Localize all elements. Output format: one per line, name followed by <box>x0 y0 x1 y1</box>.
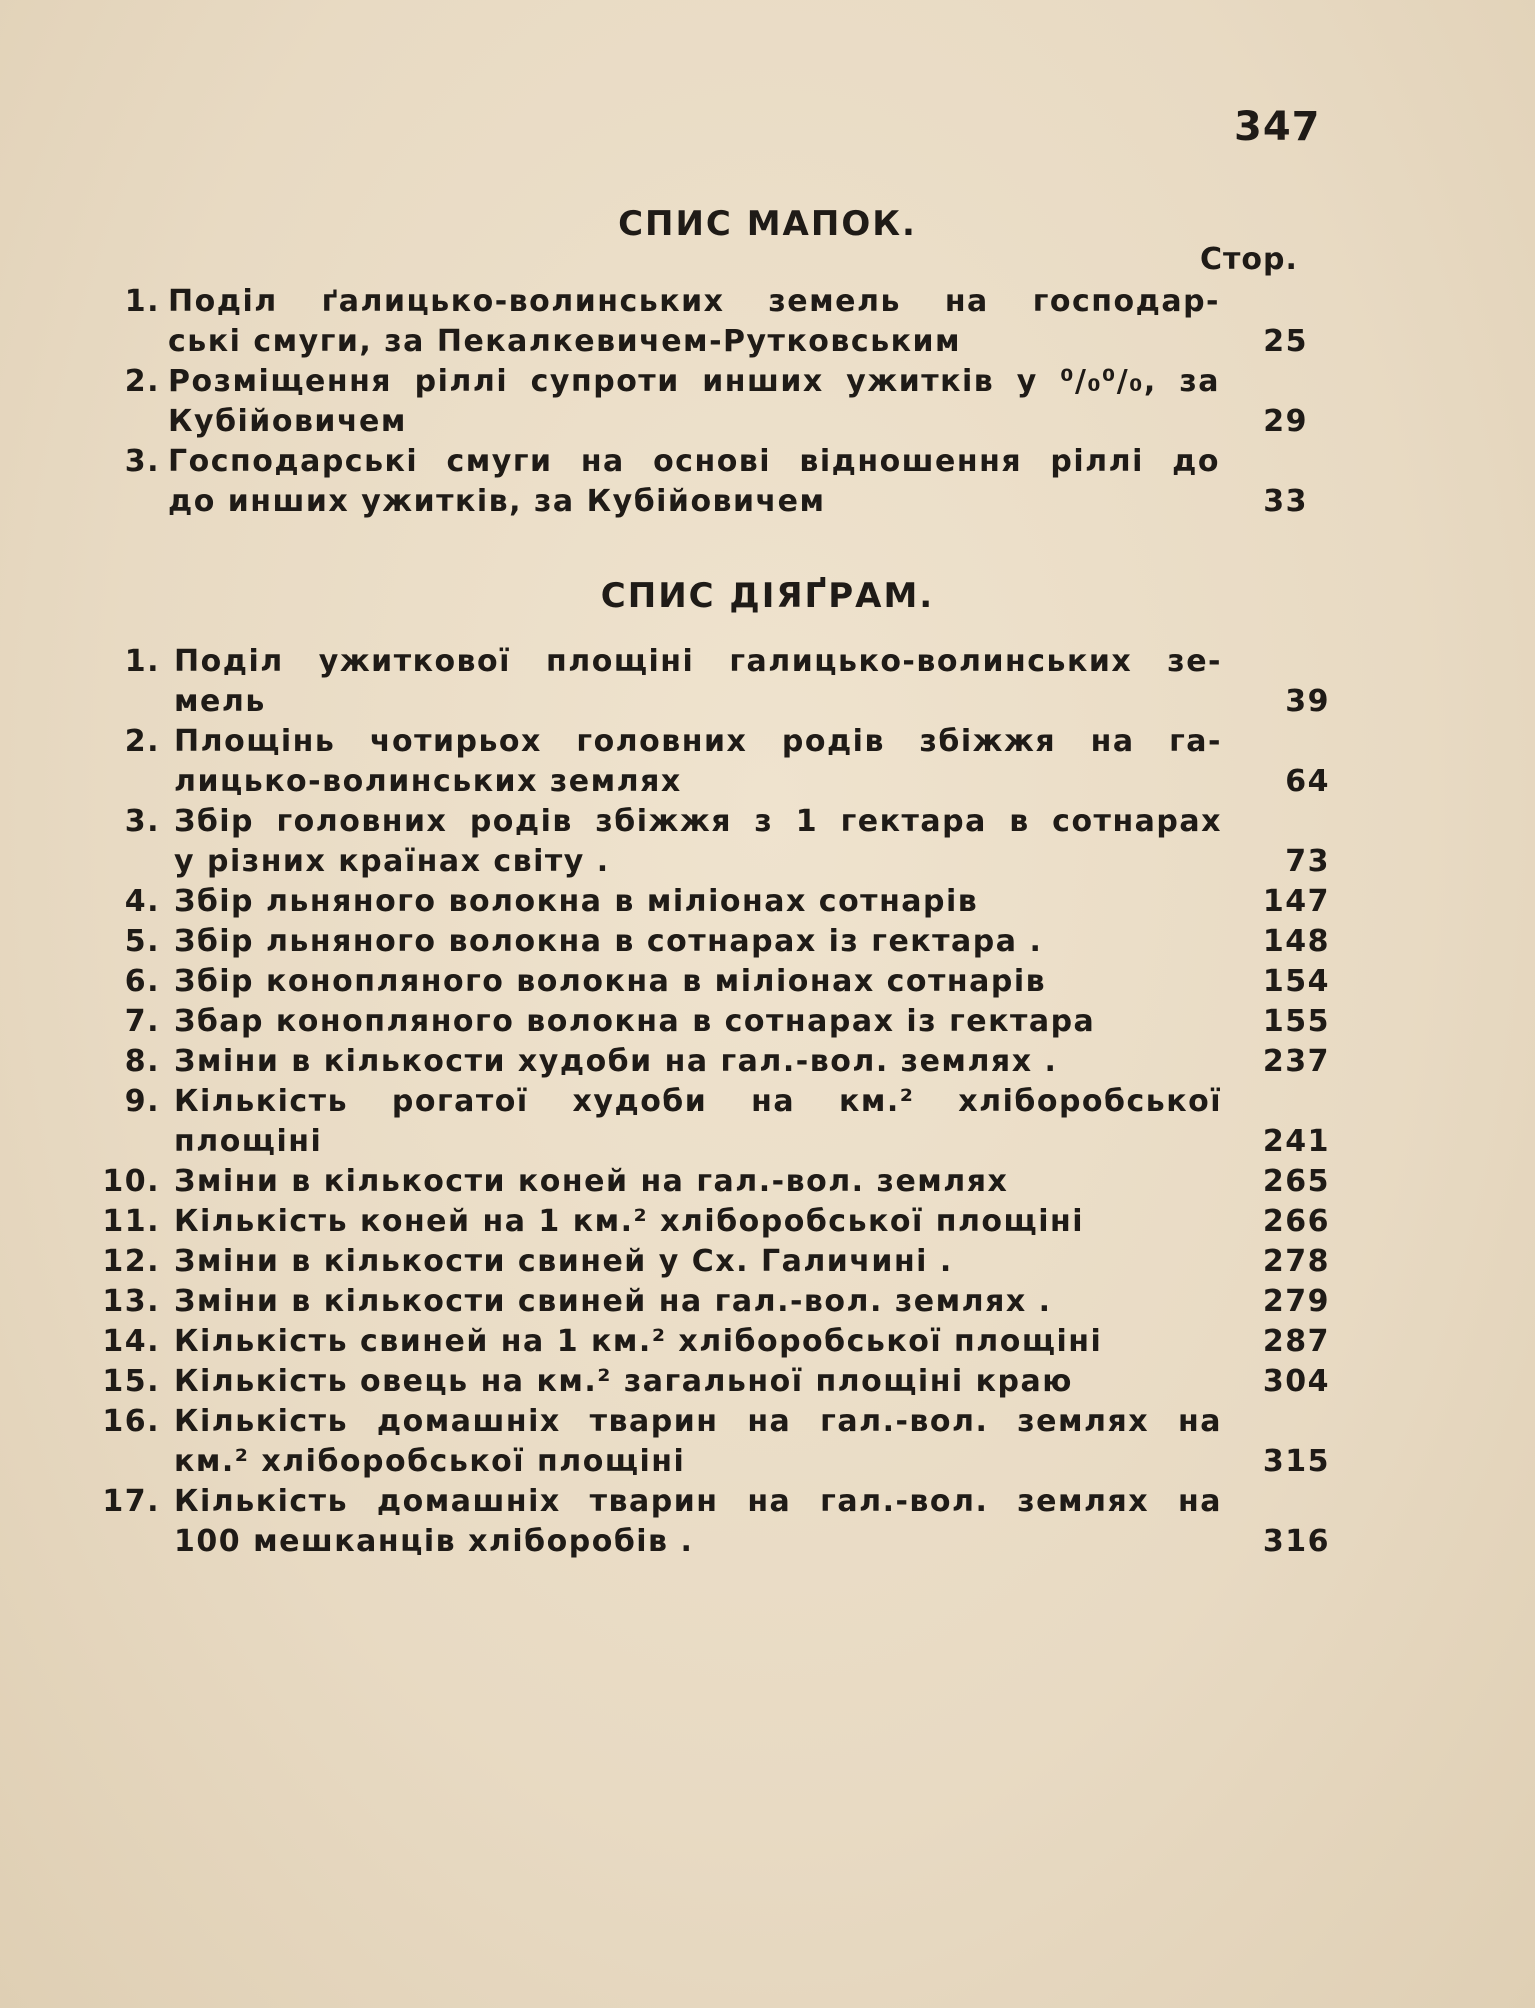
diagrams-entry-title-line: у різних країнах світу . <box>174 844 610 879</box>
maps-entry-number: 2. <box>124 364 160 399</box>
diagrams-entry-page: 64 <box>1285 764 1330 799</box>
diagrams-entry-number: 14. <box>102 1324 160 1359</box>
diagrams-heading: СПИС ДІЯҐРАМ. <box>600 576 935 616</box>
diagrams-entry-number: 13. <box>102 1284 160 1319</box>
diagrams-entry-title-line: Зміни в кількости коней на гал.-вол. землях <box>174 1164 1009 1199</box>
diagrams-entry-title-line: Збір конопляного волокна в міліонах сотнарів <box>174 964 1047 999</box>
diagrams-entry-title-line: мель <box>174 684 266 719</box>
diagrams-entry-title-line: Кількість домашніх тварин на гал.-вол. землях на <box>174 1404 1222 1439</box>
diagrams-entry-page: 279 <box>1262 1284 1330 1319</box>
maps-entry-number: 1. <box>124 284 160 319</box>
maps-entry-page: 25 <box>1263 324 1308 359</box>
maps-heading: СПИС МАПОК. <box>618 204 917 244</box>
diagrams-entry-page: 148 <box>1262 924 1330 959</box>
diagrams-entry-title-line: площіні <box>174 1124 323 1159</box>
diagrams-entry-title-line: Кількість овець на км.² загальної площіні краю <box>174 1364 1073 1399</box>
diagrams-entry-number: 17. <box>102 1484 160 1519</box>
diagrams-entry-page: 155 <box>1262 1004 1330 1039</box>
diagrams-entry-page: 315 <box>1262 1444 1330 1479</box>
diagrams-entry-title-line: Кількість домашніх тварин на гал.-вол. землях на <box>174 1484 1222 1519</box>
diagrams-entry-page: 278 <box>1262 1244 1330 1279</box>
diagrams-entry-page: 265 <box>1262 1164 1330 1199</box>
maps-entry-page: 29 <box>1263 404 1308 439</box>
diagrams-entry-title-line: км.² хліборобської площіні <box>174 1444 686 1479</box>
diagrams-entry-number: 5. <box>124 924 160 959</box>
diagrams-entry-title-line: Збір льняного волокна в міліонах сотнарів <box>174 884 979 919</box>
diagrams-entry-title-line: Площінь чотирьох головних родів збіжжя на га- <box>174 724 1222 759</box>
diagrams-entry-number: 4. <box>124 884 160 919</box>
diagrams-entry-number: 7. <box>124 1004 160 1039</box>
diagrams-entry-title-line: 100 мешканців хліборобів . <box>174 1524 694 1559</box>
page-column-header: Стор. <box>1200 242 1298 277</box>
diagrams-entry-title-line: Кількість свиней на 1 км.² хліборобської площіні <box>174 1324 1103 1359</box>
diagrams-entry-number: 16. <box>102 1404 160 1439</box>
diagrams-entry-number: 2. <box>124 724 160 759</box>
diagrams-entry-number: 12. <box>102 1244 160 1279</box>
diagrams-entry-page: 266 <box>1262 1204 1330 1239</box>
diagrams-entry-page: 39 <box>1285 684 1330 719</box>
diagrams-entry-title-line: Поділ ужиткової площіні галицько-волинських зе- <box>174 644 1222 679</box>
diagrams-entry-title-line: Збір льняного волокна в сотнарах із гектара . <box>174 924 1043 959</box>
diagrams-entry-page: 237 <box>1262 1044 1330 1079</box>
diagrams-entry-title-line: Кількість рогатої худоби на км.² хліборобської <box>174 1084 1222 1119</box>
diagrams-entry-page: 287 <box>1262 1324 1330 1359</box>
diagrams-entry-number: 6. <box>124 964 160 999</box>
diagrams-entry-page: 304 <box>1262 1364 1330 1399</box>
maps-entry-title-line: Кубійовичем <box>168 404 407 439</box>
diagrams-entry-title-line: Кількість коней на 1 км.² хліборобської площіні <box>174 1204 1085 1239</box>
diagrams-entry-number: 3. <box>124 804 160 839</box>
diagrams-entry-number: 15. <box>102 1364 160 1399</box>
diagrams-entry-number: 9. <box>124 1084 160 1119</box>
page-number: 347 <box>1234 104 1321 150</box>
maps-entry-title-line: Поділ ґалицько-волинських земель на господар- <box>168 284 1220 319</box>
diagrams-entry-page: 316 <box>1262 1524 1330 1559</box>
maps-entry-page: 33 <box>1263 484 1308 519</box>
diagrams-entry-title-line: лицько-волинських землях <box>174 764 682 799</box>
diagrams-entry-page: 73 <box>1285 844 1330 879</box>
diagrams-entry-page: 147 <box>1262 884 1330 919</box>
diagrams-entry-number: 10. <box>102 1164 160 1199</box>
maps-entry-title-line: до инших ужитків, за Кубійовичем <box>168 484 826 519</box>
diagrams-entry-number: 8. <box>124 1044 160 1079</box>
diagrams-entry-title-line: Збар конопляного волокна в сотнарах із гектара <box>174 1004 1096 1039</box>
diagrams-entry-page: 154 <box>1262 964 1330 999</box>
diagrams-entry-title-line: Збір головних родів збіжжя з 1 гектара в сотнарах <box>174 804 1222 839</box>
diagrams-entry-title-line: Зміни в кількости свиней на гал.-вол. землях . <box>174 1284 1052 1319</box>
diagrams-entry-number: 1. <box>124 644 160 679</box>
maps-entry-title-line: Розміщення ріллі супроти инших ужитків у ⁰/₀⁰/₀, за <box>168 364 1220 399</box>
diagrams-entry-page: 241 <box>1262 1124 1330 1159</box>
diagrams-entry-number: 11. <box>102 1204 160 1239</box>
diagrams-entry-title-line: Зміни в кількости худоби на гал.-вол. землях . <box>174 1044 1058 1079</box>
maps-entry-title-line: Господарські смуги на основі відношення ріллі до <box>168 444 1220 479</box>
maps-entry-number: 3. <box>124 444 160 479</box>
diagrams-entry-title-line: Зміни в кількости свиней у Сх. Галичині . <box>174 1244 953 1279</box>
maps-entry-title-line: ські смуги, за Пекалкевичем-Рутковським <box>168 324 962 359</box>
